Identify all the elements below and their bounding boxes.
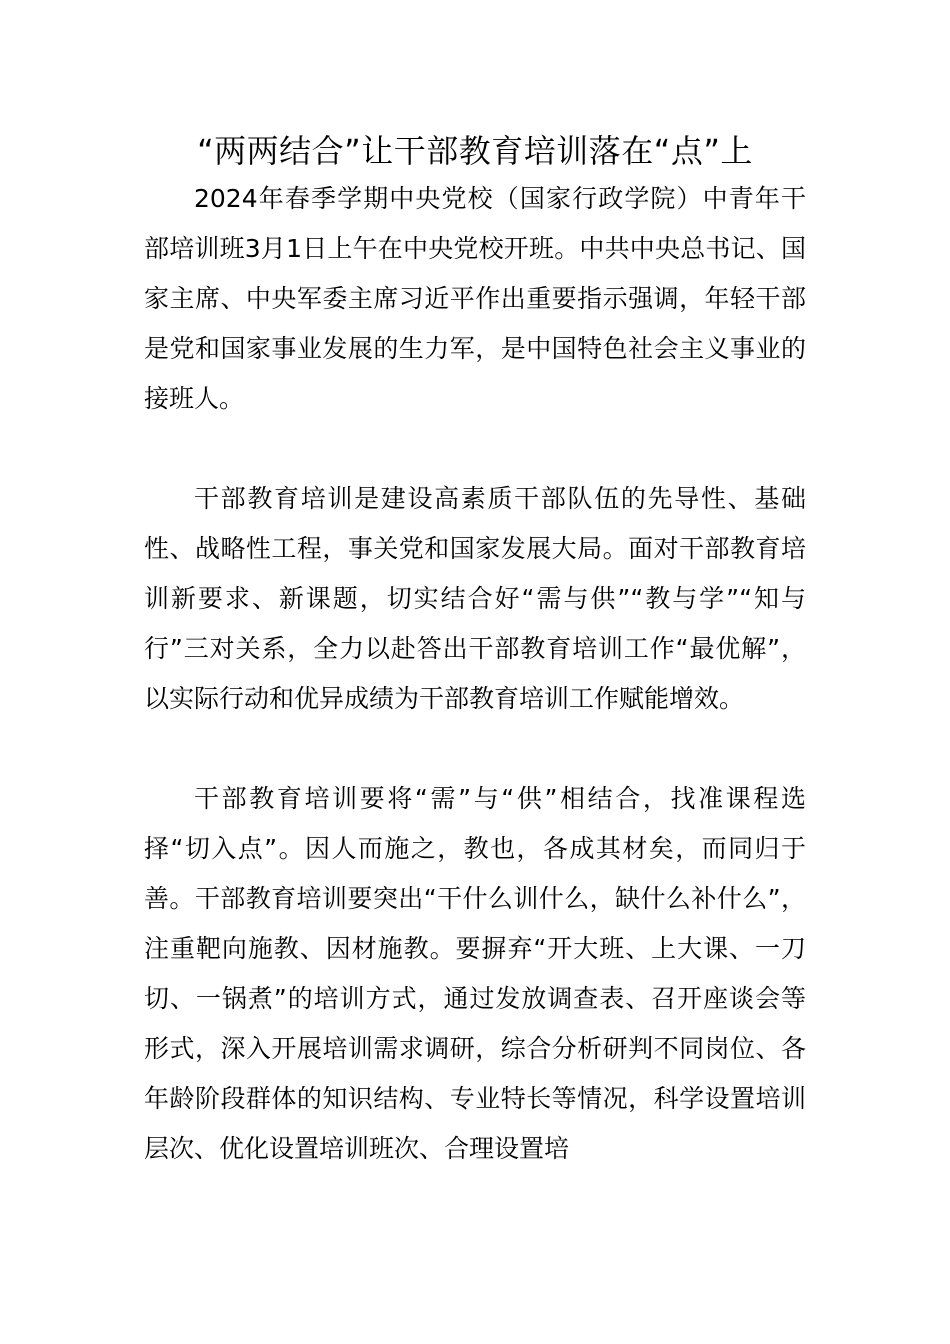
paragraph-3: 干部教育培训要将“需”与“供”相结合，找准课程选择“切入点”。因人而施之，教也，各成其材矣，而同归于善。干部教育培训要突出“干什么训什么，缺什么补什么”，注重靶向施教、因材施教。要摒弃“开大班、上大课、一刀切、一锅煮”的培训方式，通过发放调查表、召开座谈会等形式，深入开展培训需求调研，综合分析研判不同岗位、各年龄阶段群体的知识结构、专业特长等情况，科学设置培训层次、优化设置培训班次、合理设置培 [144, 784, 806, 1163]
paragraph-gap [144, 424, 806, 474]
paragraph-gap [144, 724, 806, 774]
paragraph-2: 干部教育培训是建设高素质干部队伍的先导性、基础性、战略性工程，事关党和国家发展大局。面对干部教育培训新要求、新课题，切实结合好“需与供”“教与学”“知与行”三对关系，全力以赴答出干部教育培训工作“最优解”，以实际行动和优异成绩为干部教育培训工作赋能增效。 [144, 484, 806, 713]
document-body [144, 174, 806, 1174]
paragraph-1: 2024年春季学期中央党校（国家行政学院）中青年干部培训班3月1日上午在中央党校开班。中共中央总书记、国家主席、中央军委主席习近平作出重要指示强调，年轻干部是党和国家事业发展的生力军，是中国特色社会主义事业的接班人。 [144, 184, 806, 413]
document-title: “两两结合”让干部教育培训落在“点”上 [197, 132, 753, 170]
